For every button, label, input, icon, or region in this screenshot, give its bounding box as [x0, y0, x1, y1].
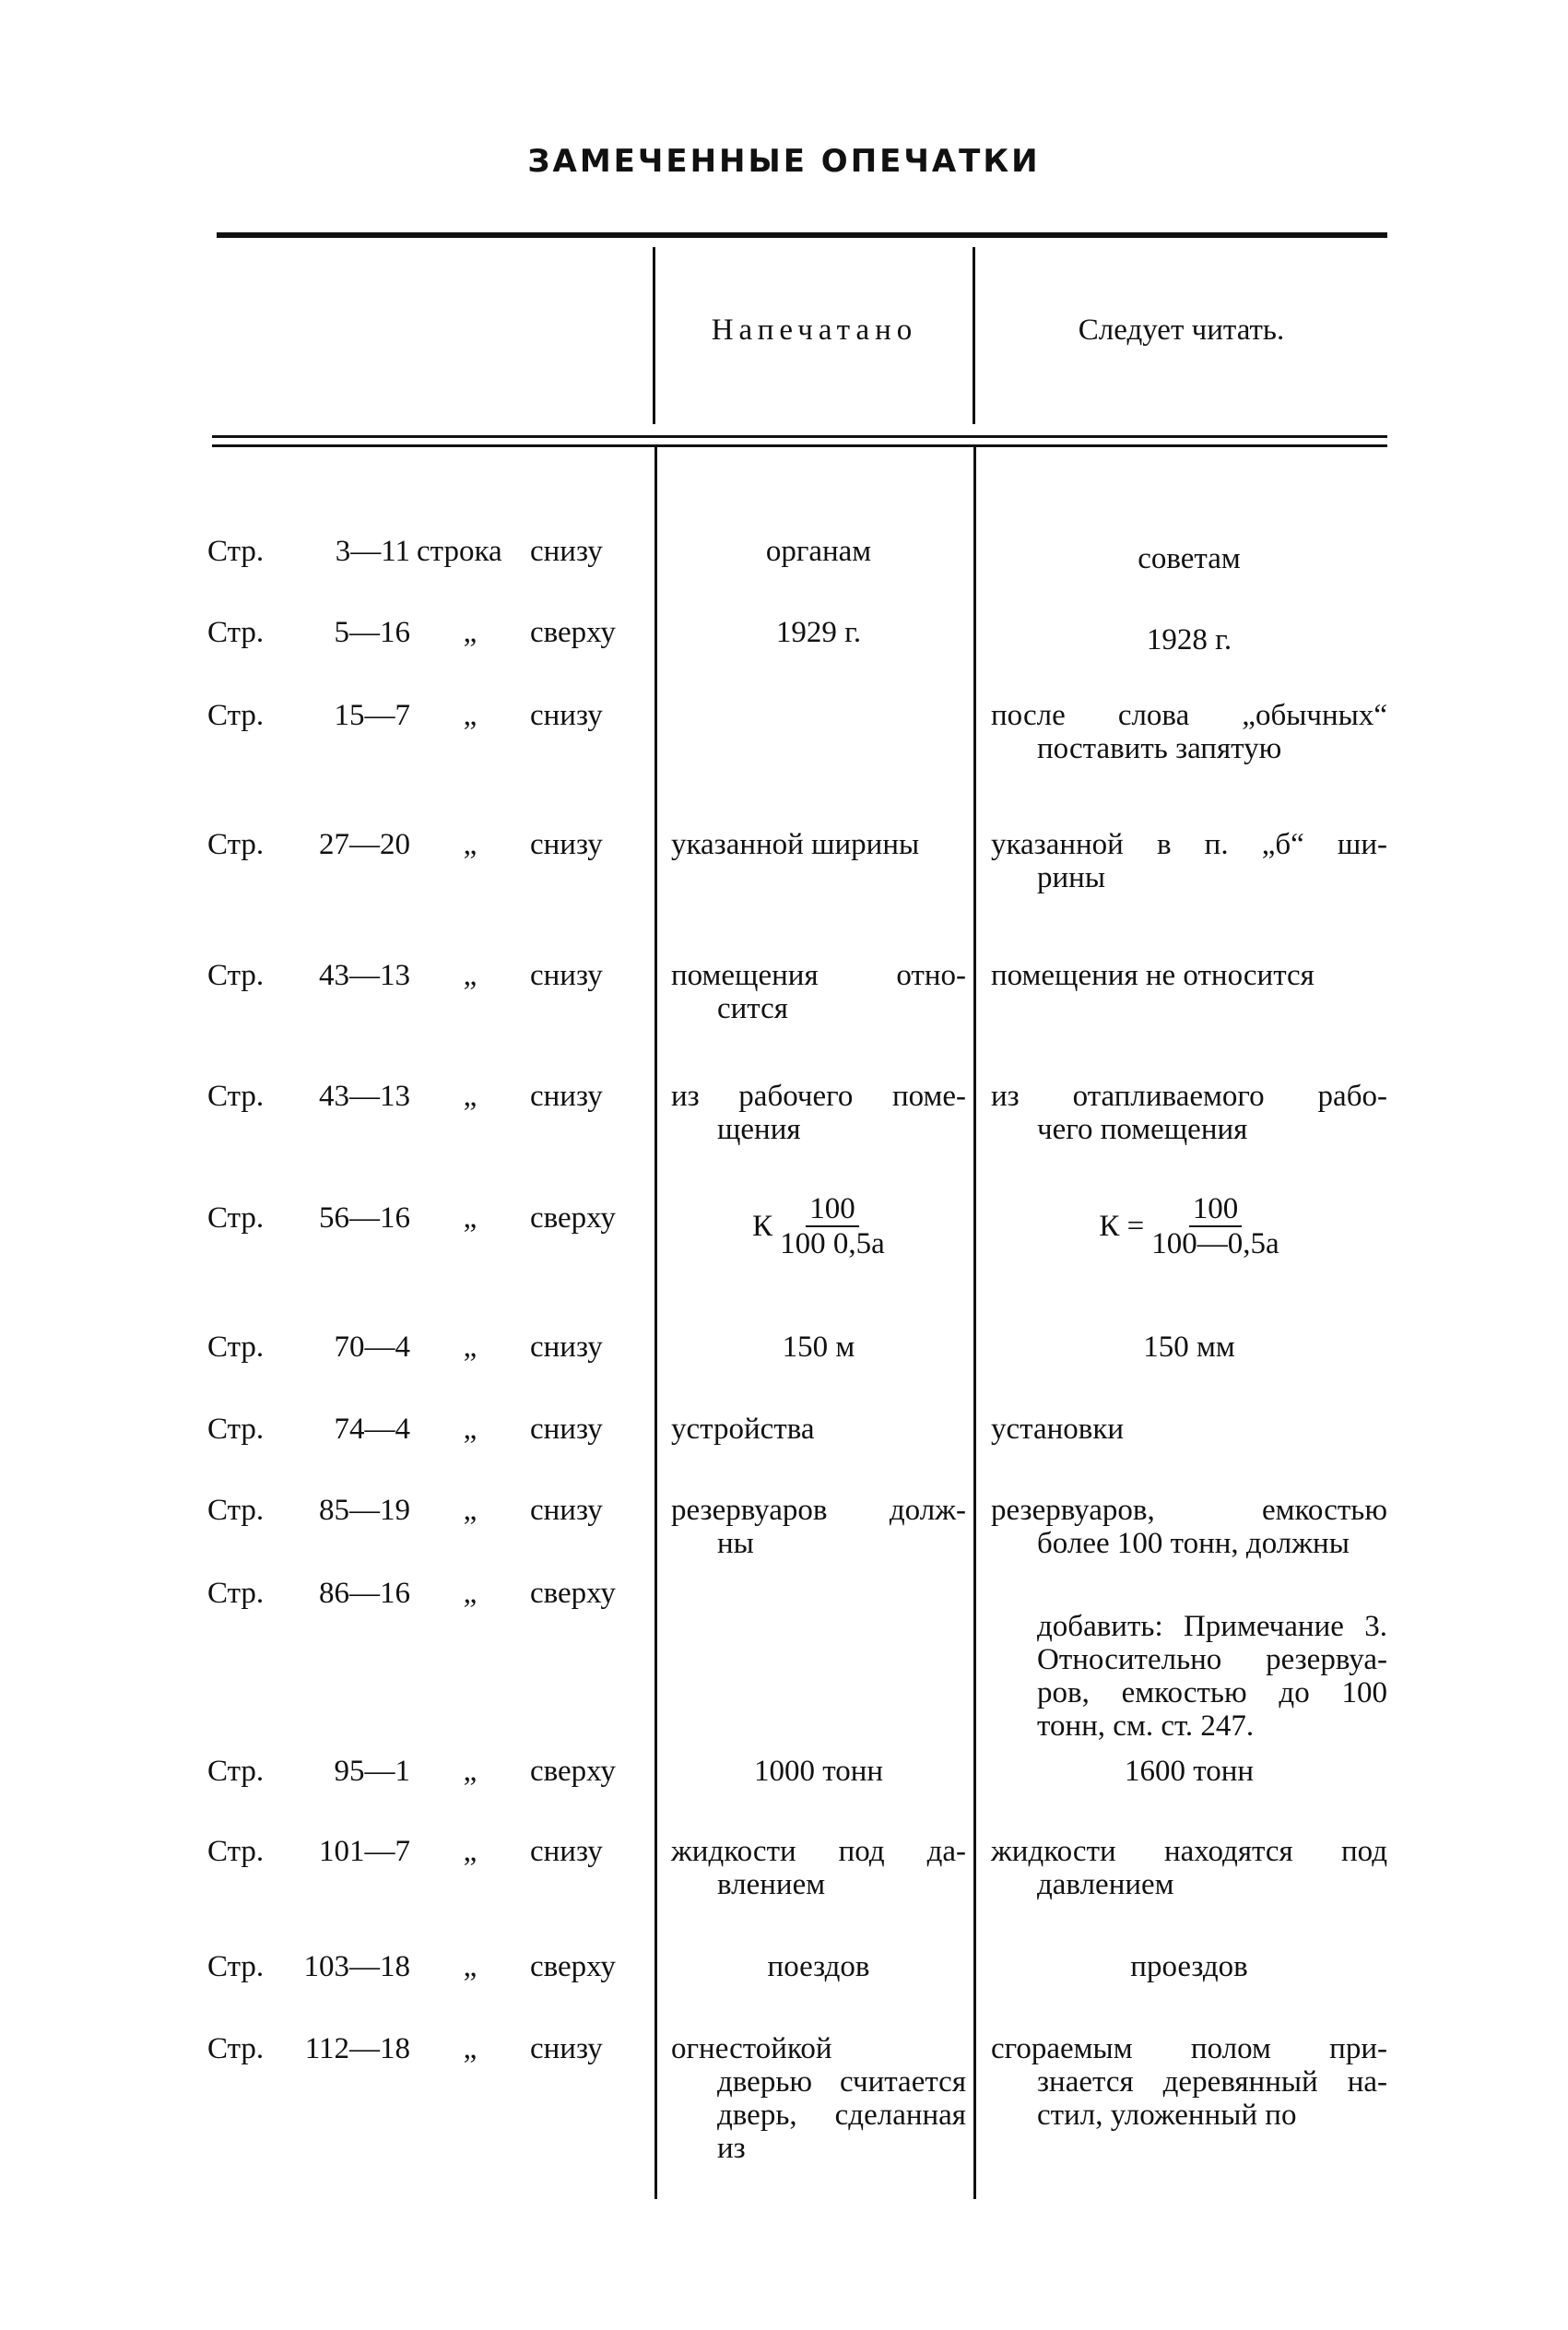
direction: снизу — [530, 1413, 603, 1446]
text-line: 150 м — [782, 1331, 855, 1364]
ditto-mark: „ — [463, 959, 477, 992]
text-line: влением — [717, 1868, 826, 1901]
text-line: проездов — [1130, 1950, 1248, 1983]
text-line: из отапливаемого рабо- — [991, 1080, 1387, 1113]
text-line: резервуаров долж- — [671, 1494, 966, 1527]
correct-text — [991, 1192, 1387, 1260]
correct-text — [991, 1080, 1387, 1146]
printed-text — [671, 616, 966, 649]
text-line: более 100 тонн, должны — [1037, 1527, 1350, 1560]
header-double-rule-bottom — [212, 444, 1387, 447]
text-line: из — [717, 2132, 746, 2165]
correct-text — [991, 1835, 1387, 1901]
page-label: Стр. — [207, 699, 265, 732]
page-line-ref: 74—4 — [334, 1413, 410, 1446]
header-double-rule-top — [212, 435, 1387, 438]
correct-text — [991, 828, 1387, 894]
text-line: 1000 тонн — [753, 1755, 884, 1788]
text-line: из рабочего поме- — [671, 1080, 966, 1113]
printed-text — [671, 1331, 966, 1364]
direction: снизу — [530, 1494, 603, 1527]
direction: снизу — [530, 828, 603, 861]
page-label: Стр. — [207, 616, 265, 649]
text-line: сится — [717, 992, 788, 1025]
text-line: ров, емкостью до 100 — [1037, 1676, 1387, 1709]
text-line: дверью считается — [717, 2065, 966, 2099]
text-line: добавить: Примечание 3. — [1037, 1610, 1387, 1643]
correct-text — [991, 1755, 1387, 1788]
text-line: тонн, см. ст. 247. — [1037, 1709, 1255, 1743]
page-title: ЗАМЕЧЕННЫЕ ОПЕЧАТКИ — [527, 143, 1041, 180]
ditto-mark: „ — [463, 1494, 477, 1527]
direction: снизу — [530, 535, 603, 568]
text-line — [991, 1577, 1387, 1610]
printed-text — [671, 1494, 966, 1560]
page-line-ref: 43—13 — [319, 1080, 410, 1113]
correct-text — [991, 1950, 1387, 1983]
page-label: Стр. — [207, 1494, 265, 1527]
header-divider-1 — [653, 247, 655, 424]
direction: снизу — [530, 699, 603, 732]
ditto-mark: „ — [463, 1413, 477, 1446]
page-line-ref: 112—18 — [304, 2032, 410, 2065]
page-line-ref: 86—16 — [319, 1577, 410, 1610]
page-label: Стр. — [207, 535, 265, 568]
printed-text — [671, 1080, 966, 1146]
text-line: 1600 тонн — [1124, 1755, 1255, 1788]
page-line-ref: 95—1 — [334, 1755, 410, 1788]
text-line: устройства — [671, 1413, 815, 1446]
direction: сверху — [530, 616, 616, 649]
formula-lhs: К = — [1099, 1210, 1145, 1243]
direction: снизу — [530, 959, 603, 992]
page-line-ref: 3—11 — [335, 535, 410, 568]
printed-text — [671, 1950, 966, 1983]
page-line-ref: 43—13 — [319, 959, 410, 992]
correct-text — [991, 959, 1387, 992]
page-label: Стр. — [207, 1755, 265, 1788]
top-rule — [217, 232, 1387, 238]
ditto-mark: „ — [463, 1835, 477, 1868]
direction: снизу — [530, 1835, 603, 1868]
text-line: стил, уложенный по — [1037, 2099, 1297, 2132]
text-line: жидкости находятся под — [991, 1835, 1387, 1868]
direction: сверху — [530, 1577, 616, 1610]
ditto-mark: „ — [463, 1201, 477, 1235]
page-label: Стр. — [207, 828, 265, 861]
text-line: огнестойкой — [671, 2032, 832, 2065]
text-line: жидкости под да- — [671, 1835, 966, 1868]
formula-lhs: К — [752, 1210, 773, 1243]
correct-text — [991, 623, 1387, 656]
text-line: Относительно резервуа- — [1037, 1643, 1387, 1676]
text-line: помещения не относится — [991, 959, 1315, 992]
direction: снизу — [530, 2032, 603, 2065]
page-line-ref: 85—19 — [319, 1494, 410, 1527]
text-line: щения — [717, 1113, 801, 1146]
printed-text — [671, 828, 966, 861]
page-line-ref: 15—7 — [334, 699, 410, 732]
direction: сверху — [530, 1950, 616, 1983]
correct-text — [991, 1494, 1387, 1560]
correct-text — [991, 699, 1387, 765]
page-line-ref: 103—18 — [303, 1950, 410, 1983]
correct-text — [991, 1577, 1387, 1743]
text-line: советам — [1138, 542, 1241, 575]
page-label: Стр. — [207, 959, 265, 992]
page-line-ref: 70—4 — [334, 1331, 410, 1364]
direction: снизу — [530, 1080, 603, 1113]
page-label: Стр. — [207, 1080, 265, 1113]
page-label: Стр. — [207, 1577, 265, 1610]
ditto-mark: „ — [463, 699, 477, 732]
header-correct: Следует читать. — [1078, 313, 1285, 347]
text-line: 1928 г. — [1146, 623, 1232, 656]
text-line: указанной в п. „б“ ши- — [991, 828, 1387, 861]
text-line: резервуаров, емкостью — [991, 1494, 1387, 1527]
correct-text — [991, 2032, 1387, 2132]
text-line: поставить запятую — [1037, 732, 1282, 765]
page-label: Стр. — [207, 2032, 265, 2065]
text-line: указанной ширины — [671, 828, 920, 861]
printed-text — [671, 1755, 966, 1788]
page-label: Стр. — [207, 1950, 265, 1983]
ditto-mark: „ — [463, 616, 477, 649]
direction: сверху — [530, 1201, 616, 1235]
page-line-ref: 101—7 — [319, 1835, 410, 1868]
ditto-mark: „ — [463, 2032, 477, 2065]
correct-text — [991, 1413, 1387, 1446]
direction: сверху — [530, 1755, 616, 1788]
correct-text — [991, 542, 1387, 575]
direction: снизу — [530, 1331, 603, 1364]
printed-text — [671, 1413, 966, 1446]
formula — [752, 1192, 885, 1260]
text-line: дверь, сделанная — [717, 2099, 966, 2132]
text-line: знается деревянный на- — [1037, 2065, 1387, 2099]
formula-numerator: 100 — [806, 1192, 859, 1227]
ditto-mark: „ — [463, 828, 477, 861]
page-label: Стр. — [207, 1413, 265, 1446]
body-divider-2 — [973, 447, 976, 2199]
page-line-ref: 5—16 — [334, 616, 410, 649]
text-line: давлением — [1037, 1868, 1174, 1901]
text-line: сгораемым полом при- — [991, 2032, 1387, 2065]
text-line: помещения отно- — [671, 959, 966, 992]
header-printed: Напечатано — [711, 313, 918, 347]
ditto-mark: „ — [463, 1755, 477, 1788]
formula — [1099, 1192, 1279, 1260]
printed-text — [671, 959, 966, 1025]
page-label: Стр. — [207, 1331, 265, 1364]
text-line: органам — [765, 535, 872, 568]
formula-denominator: 100—0,5a — [1151, 1227, 1279, 1260]
printed-text — [671, 2032, 966, 2165]
page-line-ref: 27—20 — [319, 828, 410, 861]
ditto-mark: „ — [463, 1577, 477, 1610]
text-line: 1929 г. — [775, 616, 862, 649]
line-word: строка — [417, 535, 502, 568]
text-line: установки — [991, 1413, 1125, 1446]
formula-numerator: 100 — [1189, 1192, 1243, 1227]
text-line: поездов — [767, 1950, 870, 1983]
printed-text — [671, 1835, 966, 1901]
correct-text — [991, 1331, 1387, 1364]
text-line: 150 мм — [1143, 1331, 1235, 1364]
text-line: после слова „обычных“ — [991, 699, 1387, 732]
text-line: ны — [717, 1527, 754, 1560]
body-divider-1 — [654, 447, 657, 2199]
ditto-mark: „ — [463, 1080, 477, 1113]
printed-text — [671, 535, 966, 568]
page-label: Стр. — [207, 1835, 265, 1868]
page-label: Стр. — [207, 1201, 265, 1235]
text-line: чего помещения — [1037, 1113, 1248, 1146]
printed-text — [671, 1192, 966, 1260]
ditto-mark: „ — [463, 1331, 477, 1364]
page-line-ref: 56—16 — [319, 1201, 410, 1235]
text-line: рины — [1037, 861, 1105, 894]
ditto-mark: „ — [463, 1950, 477, 1983]
formula-denominator: 100 0,5a — [780, 1227, 885, 1260]
